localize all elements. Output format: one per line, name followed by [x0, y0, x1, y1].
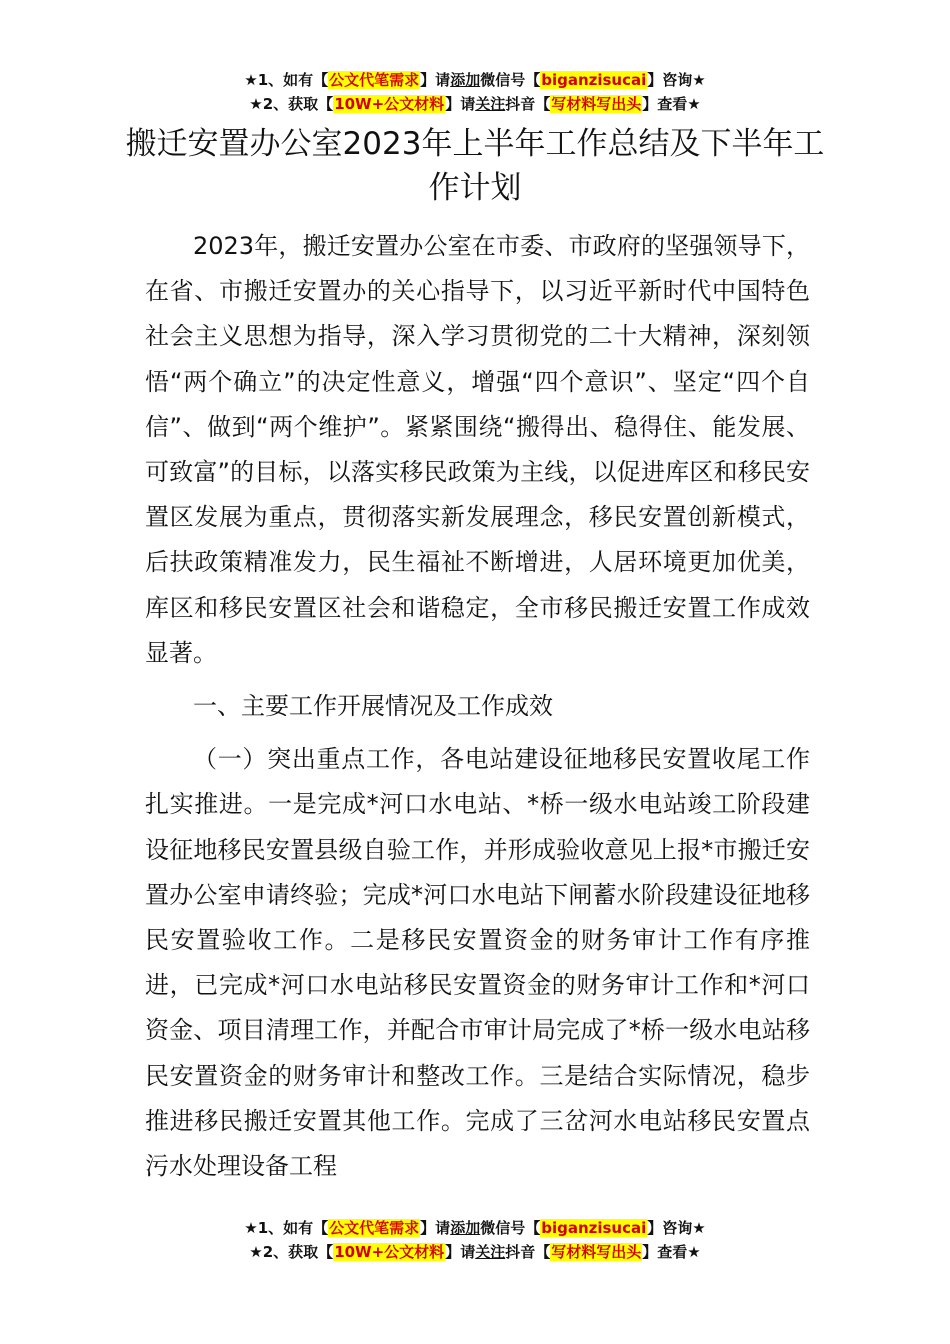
- banner-text: 】请: [420, 1219, 451, 1237]
- banner-text: ★2、获取【: [249, 1243, 334, 1261]
- banner-line-1: [0, 68, 950, 92]
- banner-text: ★1、如有【: [244, 71, 329, 89]
- document-body: [145, 224, 810, 1189]
- banner-highlight: biganzisucai: [541, 71, 647, 89]
- banner-line-2: [0, 1240, 950, 1264]
- bottom-banner: [0, 1216, 950, 1264]
- section-heading: 一、主要工作开展情况及工作成效: [193, 692, 553, 721]
- banner-text: 微信号【: [480, 71, 541, 89]
- banner-text: 微信号【: [480, 1219, 541, 1237]
- banner-text: ★2、获取【: [249, 95, 334, 113]
- banner-line-1: [0, 1216, 950, 1240]
- banner-underline: 添加: [450, 71, 481, 89]
- banner-text: 】咨询★: [647, 1219, 706, 1237]
- banner-text: 】查看★: [642, 1243, 701, 1261]
- banner-highlight: 写材料写出头: [551, 95, 642, 113]
- banner-line-2: [0, 92, 950, 116]
- banner-highlight: 写材料写出头: [551, 1243, 642, 1261]
- banner-highlight: biganzisucai: [541, 1219, 647, 1237]
- banner-underline: 关注: [475, 95, 506, 113]
- banner-text: ★1、如有【: [244, 1219, 329, 1237]
- banner-text: 抖音【: [505, 95, 551, 113]
- banner-text: 】请: [445, 1243, 476, 1261]
- banner-underline: 关注: [475, 1243, 506, 1261]
- document-title: 搬迁安置办公室2023年上半年工作总结及下半年工作计划: [125, 126, 825, 206]
- banner-text: 】查看★: [642, 95, 701, 113]
- banner-highlight: 10W+公文材料: [334, 95, 445, 113]
- banner-highlight: 公文代笔需求: [329, 1219, 420, 1237]
- banner-highlight: 10W+公文材料: [334, 1243, 445, 1261]
- banner-text: 】请: [420, 71, 451, 89]
- banner-text: 】咨询★: [647, 71, 706, 89]
- banner-text: 抖音【: [505, 1243, 551, 1261]
- top-banner: [0, 68, 950, 116]
- paragraph-section-1: （一）突出重点工作，各电站建设征地移民安置收尾工作扎实推进。一是完成*河口水电站、*桥一级水电站竣工阶段建设征地移民安置县级自验工作，并形成验收意见上报*市搬迁安置办公室申请终验；完成*河口水电站下闸蓄水阶段建设征地移民安置验收工作。二是移民安置资金的财务审计工作有序推进，已完成*河口水电站移民安置资金的财务审计工作和*河口资金、项目清理工作，并配合市审计局完成了*桥一级水电站移民安置资金的财务审计和整改工作。三是结合实际情况，稳步推进移民搬迁安置其他工作。完成了三岔河水电站移民安置点污水处理设备工程: [145, 745, 810, 1181]
- banner-highlight: 公文代笔需求: [329, 71, 420, 89]
- paragraph-intro: 2023年，搬迁安置办公室在市委、市政府的坚强领导下，在省、市搬迁安置办的关心指导下，以习近平新时代中国特色社会主义思想为指导，深入学习贯彻党的二十大精神，深刻领悟“两个确立”的决定性意义，增强“四个意识”、坚定“四个自信”、做到“两个维护”。紧紧围绕“搬得出、稳得住、能发展、可致富”的目标，以落实移民政策为主线，以促进库区和移民安置区发展为重点，贯彻落实新发展理念，移民安置创新模式，后扶政策精准发力，民生福祉不断增进，人居环境更加优美，库区和移民安置区社会和谐稳定，全市移民搬迁安置工作成效显著。: [145, 232, 810, 667]
- banner-underline: 添加: [450, 1219, 481, 1237]
- banner-text: 】请: [445, 95, 476, 113]
